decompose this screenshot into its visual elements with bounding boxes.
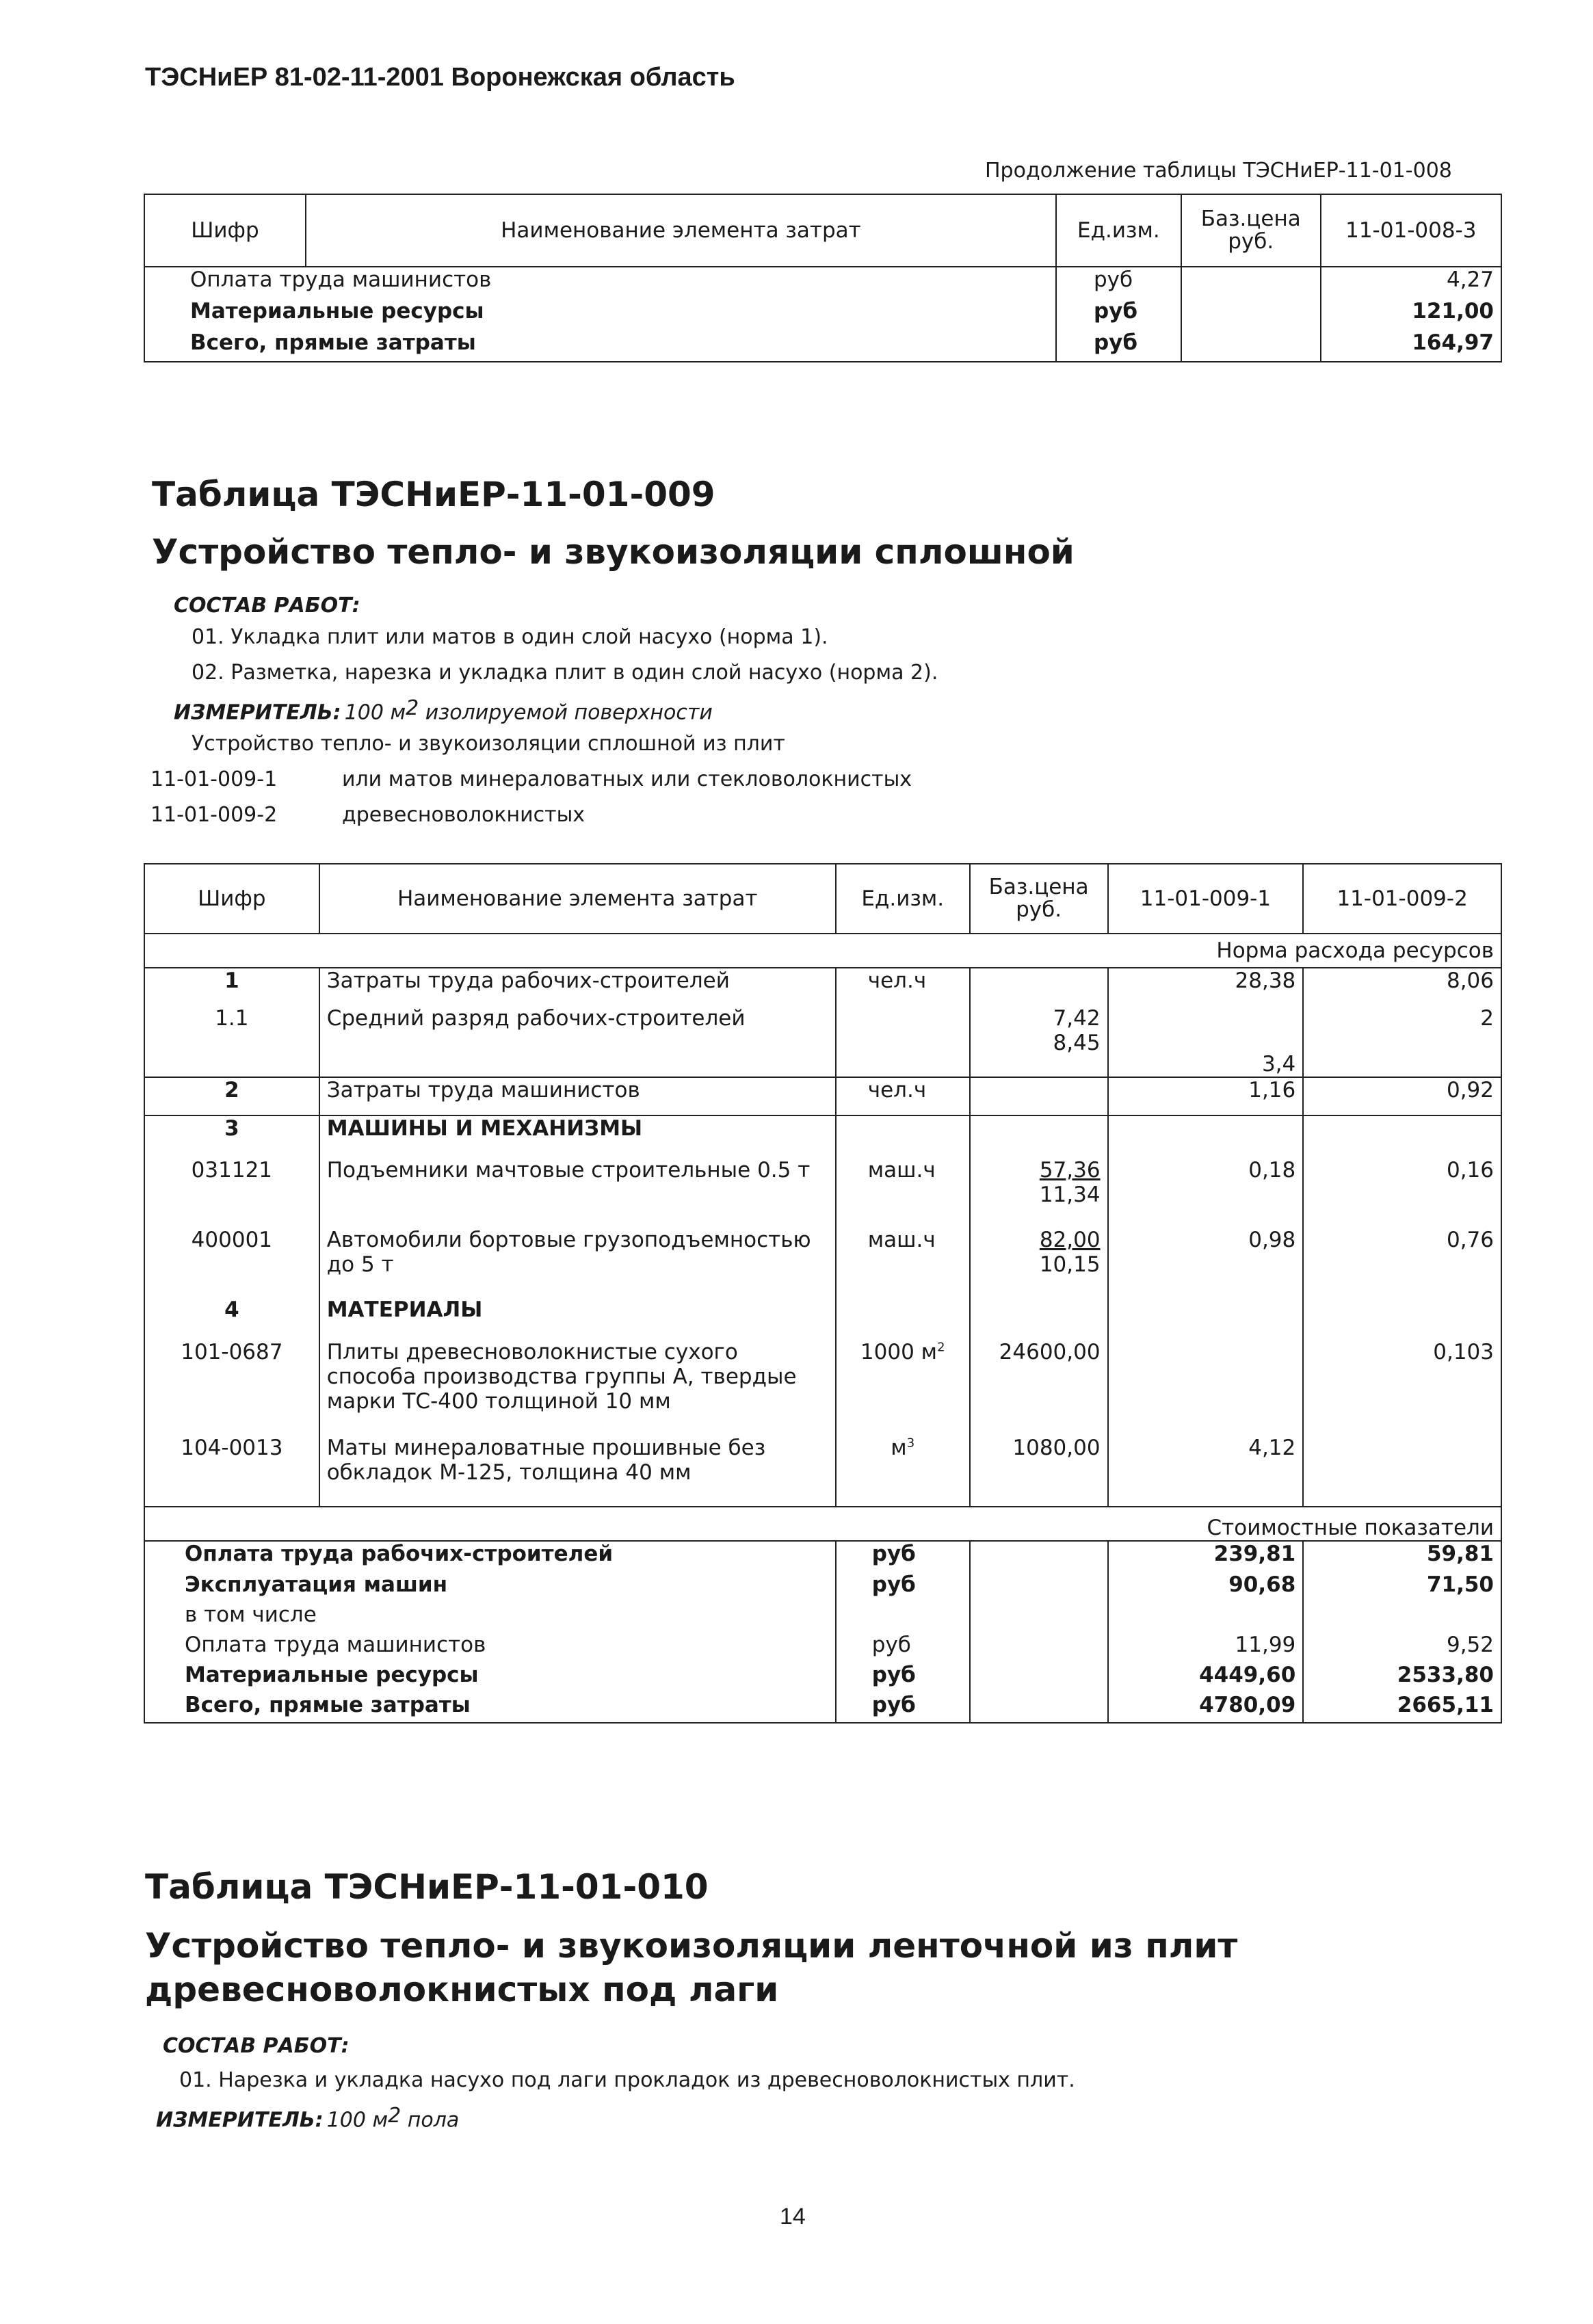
col-header-norm-2: 11-01-009-2 <box>1303 864 1501 934</box>
row-code: 1.1 <box>144 1006 319 1077</box>
col-header-norm-1: 11-01-009-1 <box>1108 864 1304 934</box>
code-009-2: 11-01-009-2 <box>150 803 278 827</box>
cost-name: Эксплуатация машин <box>185 1572 448 1597</box>
section-009-work-2: 02. Разметка, нарезка и укладка плит в один слой насухо (норма 2). <box>192 661 938 685</box>
cost-unit: руб <box>836 1693 970 1723</box>
cost-value-2: 9,52 <box>1303 1633 1501 1663</box>
row-value-1: 1,16 <box>1108 1077 1304 1115</box>
row-unit-sup: 3 <box>906 1436 915 1451</box>
col-header-price-line2: руб. <box>1016 897 1062 922</box>
row-name: Материальные ресурсы <box>190 299 484 323</box>
row-name: МАШИНЫ И МЕХАНИЗМЫ <box>319 1115 836 1158</box>
section-010-title: Таблица ТЭСНиЕР-11-01-010 <box>145 1867 709 1907</box>
cost-row <box>144 1602 1501 1633</box>
row-value-2: 2 <box>1303 1006 1501 1077</box>
izmeritel-sup: 2 <box>406 696 419 720</box>
section-009-title: Таблица ТЭСНиЕР-11-01-009 <box>152 475 715 514</box>
row-value-1: 0,18 <box>1108 1158 1304 1228</box>
col-header-code: Шифр <box>198 886 266 911</box>
table-row <box>144 299 1501 330</box>
page-header: ТЭСНиЕР 81-02-11-2001 Воронежская область <box>145 63 735 92</box>
row-code: 104-0013 <box>144 1436 319 1507</box>
row-name: Автомобили бортовые грузоподъемностью до 5 т <box>319 1228 836 1297</box>
row-price: 1080,00 <box>970 1436 1108 1507</box>
row-value-2: 0,16 <box>1303 1158 1501 1228</box>
izmeritel-sup: 2 <box>388 2104 401 2128</box>
row-value-2: 0,76 <box>1303 1228 1501 1297</box>
col-header-norm: 11-01-008-3 <box>1321 194 1501 267</box>
table-008 <box>144 194 1502 362</box>
section-010-izmeritel <box>156 2104 459 2132</box>
row-name: Подъемники мачтовые строительные 0.5 т <box>319 1158 836 1228</box>
code-009-2-desc: древесноволокнистых <box>342 803 585 827</box>
col-header-unit: Ед.изм. <box>1056 194 1181 267</box>
col-header-name: Наименование элемента затрат <box>319 864 836 934</box>
col-header-code: Шифр <box>144 194 306 267</box>
cost-unit: руб <box>836 1572 970 1602</box>
table-row <box>144 968 1501 1006</box>
table-row <box>144 1006 1501 1077</box>
row-name: МАТЕРИАЛЫ <box>319 1297 836 1340</box>
col-header-price-line1: Баз.цена <box>1200 207 1301 232</box>
section-009-izmeritel <box>174 696 713 724</box>
col-header-price <box>970 864 1108 934</box>
table-continuation-caption: Продолжение таблицы ТЭСНиЕР-11-01-008 <box>985 159 1452 183</box>
cost-unit: руб <box>836 1663 970 1693</box>
cost-value-1: 11,99 <box>1108 1633 1304 1663</box>
row-unit-sup: 2 <box>937 1340 945 1355</box>
row-code: 2 <box>144 1077 319 1115</box>
izmeritel-rest: изолируемой поверхности <box>419 700 713 725</box>
row-code: 400001 <box>191 1228 273 1252</box>
table-row <box>144 1228 1501 1297</box>
row-unit: чел.ч <box>836 968 970 1006</box>
row-value-1 <box>1108 1340 1304 1436</box>
row-code: 1 <box>224 968 239 993</box>
row-price-1: 57,36 <box>1039 1158 1101 1183</box>
table-row <box>144 1115 1501 1158</box>
izmeritel-label: ИЗМЕРИТЕЛЬ: <box>156 2108 324 2132</box>
row-unit: руб <box>1056 330 1181 362</box>
table-row <box>144 1340 1501 1436</box>
cost-row <box>144 1633 1501 1663</box>
section-010-subtitle-line2: древесноволокнистых под лаги <box>145 1970 779 2009</box>
row-price: 24600,00 <box>970 1340 1108 1436</box>
row-value-2: 0,92 <box>1303 1077 1501 1115</box>
row-name: Затраты труда рабочих-строителей <box>319 968 836 1006</box>
row-code: 4 <box>224 1297 239 1322</box>
table-row <box>144 1158 1501 1228</box>
col-header-name: Наименование элемента затрат <box>306 194 1056 267</box>
row-unit: руб <box>1056 267 1181 299</box>
row-value-1: 3,4 <box>1108 1006 1304 1077</box>
row-value-2 <box>1303 1436 1501 1507</box>
row-price-1: 7,42 <box>1053 1006 1101 1031</box>
section-010-sostav-label: СОСТАВ РАБОТ: <box>163 2034 350 2058</box>
row-value-1: 0,98 <box>1108 1228 1304 1297</box>
cost-value-1: 4780,09 <box>1108 1693 1304 1723</box>
row-unit: чел.ч <box>836 1077 970 1115</box>
col-header-unit: Ед.изм. <box>836 864 970 934</box>
cost-name: в том числе <box>185 1602 317 1627</box>
cost-row <box>144 1693 1501 1723</box>
row-value: 4,27 <box>1321 267 1501 299</box>
row-unit: маш.ч <box>836 1228 970 1297</box>
table-row <box>144 1436 1501 1507</box>
table-row <box>144 1077 1501 1115</box>
code-009-1-desc: или матов минераловатных или стекловолокнистых <box>342 767 912 791</box>
cost-name: Оплата труда машинистов <box>185 1633 486 1657</box>
cost-row <box>144 1663 1501 1693</box>
row-code: 101-0687 <box>181 1340 283 1364</box>
row-name: Средний разряд рабочих-строителей <box>319 1006 836 1077</box>
izmeritel-label: ИЗМЕРИТЕЛЬ: <box>174 700 341 725</box>
section-009-sostav-label: СОСТАВ РАБОТ: <box>174 594 360 618</box>
row-value-1: 28,38 <box>1108 968 1304 1006</box>
col-header-price-line2: руб. <box>1228 229 1274 254</box>
cost-row <box>144 1572 1501 1602</box>
row-unit <box>836 1436 970 1507</box>
row-name: Оплата труда машинистов <box>190 267 492 292</box>
row-name: Затраты труда машинистов <box>319 1077 836 1115</box>
row-name: Плиты древесноволокнистые сухого способа производства группы А, твердые марки ТС-400 толщиной 10 мм <box>319 1340 836 1436</box>
cost-value-2: 71,50 <box>1303 1572 1501 1602</box>
row-name: Всего, прямые затраты <box>190 330 476 355</box>
section-009-subtitle: Устройство тепло- и звукоизоляции сплошной <box>152 532 1075 572</box>
row-price-2: 11,34 <box>1039 1183 1101 1207</box>
section-009-work-1: 01. Укладка плит или матов в один слой насухо (норма 1). <box>192 625 828 649</box>
row-value-1: 4,12 <box>1108 1436 1304 1507</box>
row-unit-text: 1000 м <box>860 1340 938 1364</box>
cost-caption: Стоимостные показатели <box>144 1507 1501 1541</box>
cost-value-2: 2533,80 <box>1303 1663 1501 1693</box>
izmeritel-value: 100 м <box>326 2108 389 2132</box>
section-010-subtitle-line1: Устройство тепло- и звукоизоляции ленточной из плит <box>145 1926 1238 1966</box>
cost-value-2: 2665,11 <box>1303 1693 1501 1723</box>
row-unit <box>836 1340 970 1436</box>
row-unit-text: м <box>891 1436 907 1460</box>
izmeritel-value: 100 м <box>344 700 406 725</box>
code-009-1: 11-01-009-1 <box>150 767 278 791</box>
row-unit: руб <box>1056 299 1181 330</box>
col-header-price <box>1181 194 1321 267</box>
cost-value-1: 90,68 <box>1108 1572 1304 1602</box>
izmeritel-rest: пола <box>401 2108 460 2132</box>
row-unit: маш.ч <box>836 1158 970 1228</box>
table-009 <box>144 863 1502 1724</box>
section-009-intro: Устройство тепло- и звукоизоляции сплошной из плит <box>192 732 785 756</box>
row-price-1: 82,00 <box>1039 1228 1101 1252</box>
table-row <box>144 330 1501 362</box>
cost-unit: руб <box>836 1633 970 1663</box>
cost-value-1: 239,81 <box>1108 1541 1304 1572</box>
section-010-work-1: 01. Нарезка и укладка насухо под лаги прокладок из древесноволокнистых плит. <box>179 2068 1075 2092</box>
cost-value-1: 4449,60 <box>1108 1663 1304 1693</box>
page-number: 14 <box>780 2204 806 2230</box>
row-price-2: 10,15 <box>1039 1252 1101 1277</box>
cost-value-2: 59,81 <box>1303 1541 1501 1572</box>
row-price-2: 8,45 <box>1053 1031 1101 1055</box>
norm-caption: Норма расхода ресурсов <box>144 934 1501 968</box>
row-code: 031121 <box>191 1158 273 1183</box>
cost-name: Всего, прямые затраты <box>185 1693 471 1717</box>
table-row <box>144 267 1501 299</box>
row-value: 121,00 <box>1321 299 1501 330</box>
table-row <box>144 1297 1501 1340</box>
row-value-2: 0,103 <box>1303 1340 1501 1436</box>
cost-name: Оплата труда рабочих-строителей <box>185 1542 614 1566</box>
cost-unit: руб <box>836 1541 970 1572</box>
cost-name: Материальные ресурсы <box>185 1663 479 1687</box>
row-name: Маты минераловатные прошивные без обкладок М-125, толщина 40 мм <box>319 1436 836 1507</box>
row-value-2: 8,06 <box>1303 968 1501 1006</box>
row-code: 3 <box>224 1116 239 1141</box>
row-value: 164,97 <box>1321 330 1501 362</box>
cost-row <box>144 1541 1501 1572</box>
col-header-price-line1: Баз.цена <box>988 875 1089 900</box>
